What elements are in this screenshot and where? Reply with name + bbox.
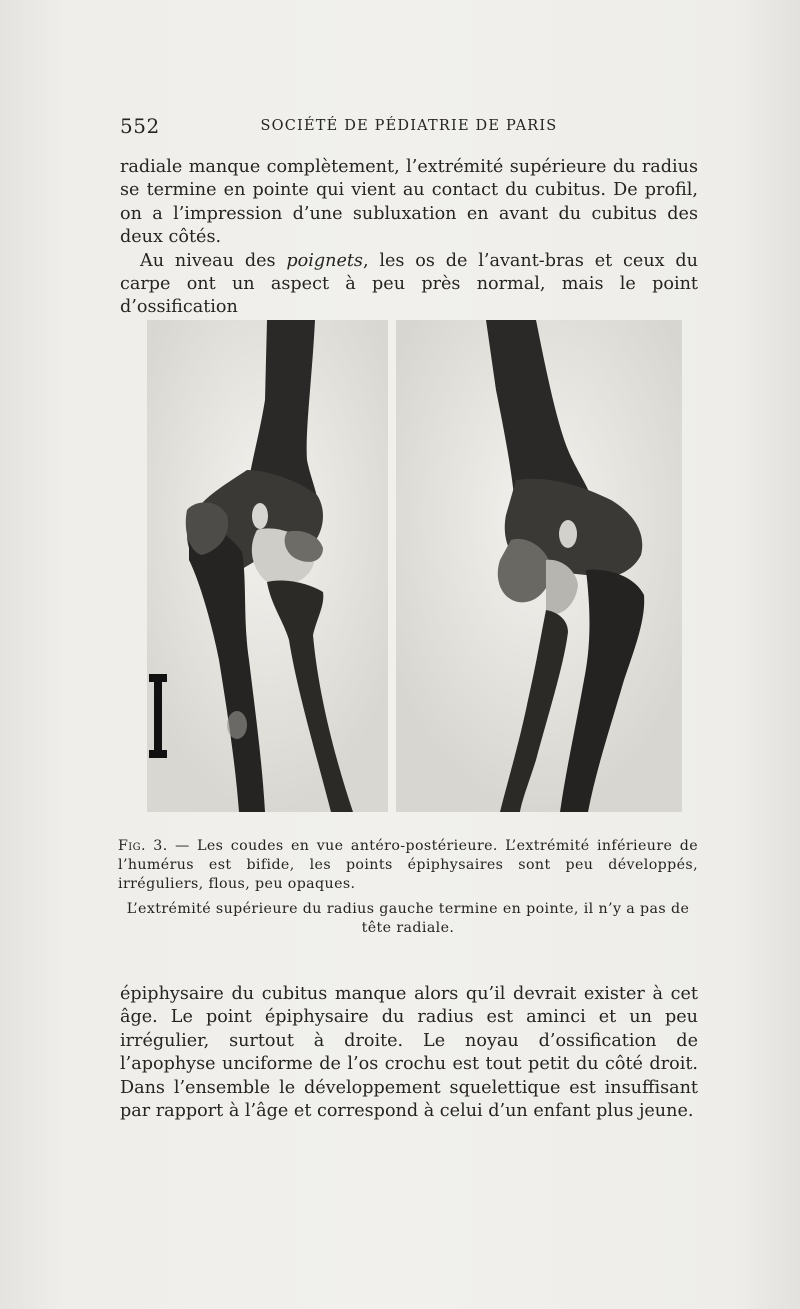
paragraph [120,250,698,320]
paragraph: radiale manque complètement, l’extrémité supérieure du radius se termine en pointe qui vient au contact du cubitus. De profil, on a l’impression d’une subluxation en avant du cubitus des deux côtés. [120,157,698,248]
italic-term: poignets [286,250,363,271]
figure-caption [118,837,698,894]
running-head: SOCIÉTÉ DE PÉDIATRIE DE PARIS [260,118,558,134]
page-number: 552 [120,114,160,138]
caption-text: — Les coudes en vue antéro-postérieure. L’extrémité inférieure de l’humérus est bifide, les points épiphysaires sont peu développés, irréguliers, flous, peu opaques. [118,838,698,892]
body-text-top [120,156,698,320]
figure-caption-continued: L’extrémité supérieure du radius gauche termine en pointe, il n’y a pas de tête radiale. [126,901,690,936]
figure-number: Fig. 3. [118,838,168,854]
text-run: , les os de l’avant-bras et ceux du carpe ont un aspect à peu près normal, mais le point d’ossification [120,250,699,318]
figure-side-label [147,672,171,760]
radiograph-right-elbow [396,320,682,812]
radiograph-figure [147,320,682,812]
paragraph: épiphysaire du cubitus manque alors qu’il devrait exister à cet âge. Le point épiphysaire du radius est aminci et un peu irrégulier, surtout à droite. Le noyau d’ossification de l’apophyse unciforme de l’os crochu est tout petit du côté droit. Dans l’ensemble le développement squelettique est insuffisant par rapport à l’âge et correspond à celui d’un enfant plus jeune. [120,984,698,1122]
page-header [120,114,698,138]
radiograph-left-elbow [147,320,388,812]
body-text-bottom [120,983,698,1123]
text-run: Au niveau des [140,250,287,271]
